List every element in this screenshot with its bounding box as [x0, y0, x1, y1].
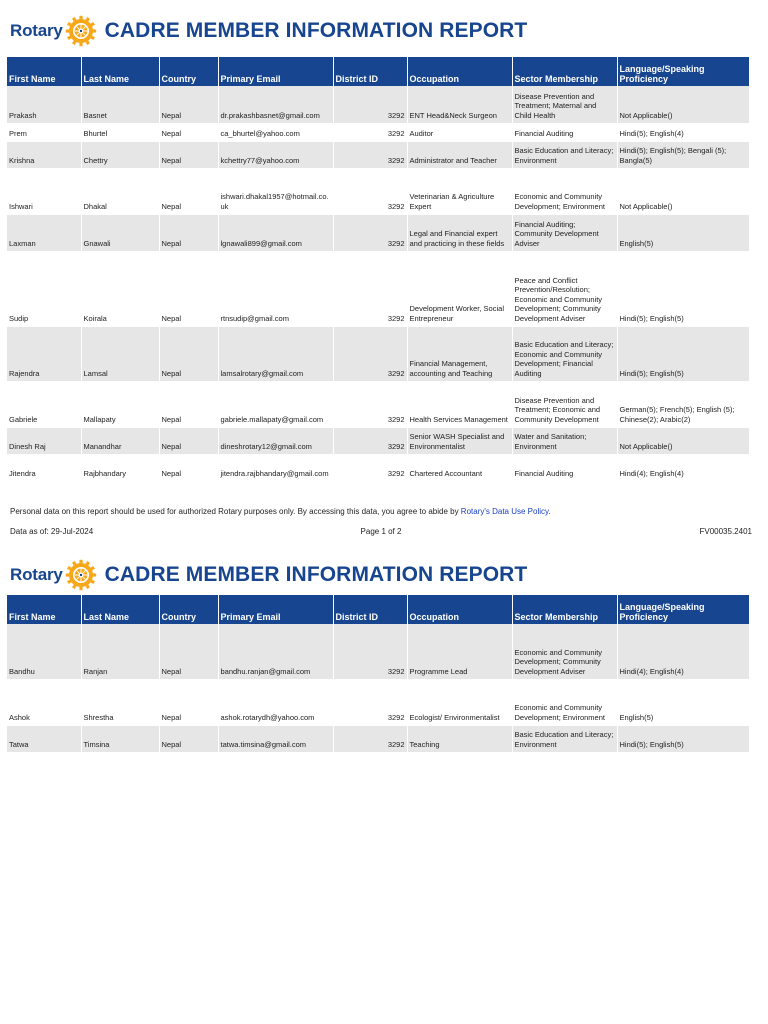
first-name-cell: Prem [7, 123, 81, 141]
language-cell: German(5); French(5); English (5); Chinese(2); Arabic(2) [617, 381, 749, 427]
district-cell: 3292 [333, 725, 407, 752]
brand-wordmark: Rotary [10, 565, 63, 584]
sector-cell: Economic and Community Development; Environment [512, 679, 617, 725]
language-cell: Hindi(4); English(4) [617, 624, 749, 679]
email-cell: ca_bhurtel@yahoo.com [218, 123, 333, 141]
first-name-cell: Dinesh Raj [7, 427, 81, 454]
table-header-row [7, 595, 749, 624]
column-header[interactable]: Language/Speaking Proficiency [617, 595, 749, 624]
sector-cell: Basic Education and Literacy; Environment [512, 141, 617, 168]
country-cell: Nepal [159, 141, 218, 168]
language-cell: Not Applicable() [617, 427, 749, 454]
column-header[interactable]: Primary Email [218, 57, 333, 86]
sector-cell: Disease Prevention and Treatment; Maternal and Child Health [512, 86, 617, 123]
table-row [7, 214, 749, 251]
table-row [7, 454, 749, 481]
column-header[interactable]: Last Name [81, 595, 159, 624]
report-title: CADRE MEMBER INFORMATION REPORT [104, 563, 528, 586]
sector-cell: Basic Education and Literacy; Environment [512, 725, 617, 752]
occupation-cell: Auditor [407, 123, 512, 141]
email-cell: rtnsudip@gmail.com [218, 251, 333, 326]
report-page-1 [0, 12, 768, 536]
last-name-cell: Basnet [81, 86, 159, 123]
language-cell: Not Applicable() [617, 168, 749, 214]
occupation-cell: Veterinarian & Agriculture Expert [407, 168, 512, 214]
occupation-cell: ENT Head&Neck Surgeon [407, 86, 512, 123]
sector-cell: Financial Auditing; Community Development Adviser [512, 214, 617, 251]
column-header[interactable]: District ID [333, 57, 407, 86]
last-name-cell: Mallapaty [81, 381, 159, 427]
occupation-cell: Programme Lead [407, 624, 512, 679]
language-cell: Not Applicable() [617, 86, 749, 123]
email-cell: tatwa.timsina@gmail.com [218, 725, 333, 752]
occupation-cell: Ecologist/ Environmentalist [407, 679, 512, 725]
first-name-cell: Bandhu [7, 624, 81, 679]
notice-text: Personal data on this report should be used for authorized Rotary purposes only. By accessing this data, you agree to abide by [10, 507, 461, 516]
first-name-cell: Ashok [7, 679, 81, 725]
first-name-cell: Laxman [7, 214, 81, 251]
email-cell: ishwari.dhakal1957@hotmail.co.uk [218, 168, 333, 214]
country-cell: Nepal [159, 214, 218, 251]
first-name-cell: Krishna [7, 141, 81, 168]
sector-cell: Disease Prevention and Treatment; Economic and Community Development [512, 381, 617, 427]
email-cell: dr.prakashbasnet@gmail.com [218, 86, 333, 123]
column-header[interactable]: District ID [333, 595, 407, 624]
occupation-cell: Health Services Management [407, 381, 512, 427]
email-cell: dineshrotary12@gmail.com [218, 427, 333, 454]
email-cell: lamsalrotary@gmail.com [218, 326, 333, 381]
column-header[interactable]: Primary Email [218, 595, 333, 624]
last-name-cell: Rajbhandary [81, 454, 159, 481]
last-name-cell: Bhurtel [81, 123, 159, 141]
language-cell: English(5) [617, 214, 749, 251]
first-name-cell: Tatwa [7, 725, 81, 752]
table-row [7, 624, 749, 679]
column-header[interactable]: Country [159, 595, 218, 624]
occupation-cell: Senior WASH Specialist and Environmentalist [407, 427, 512, 454]
language-cell: Hindi(5); English(5) [617, 251, 749, 326]
district-cell: 3292 [333, 168, 407, 214]
district-cell: 3292 [333, 381, 407, 427]
first-name-cell: Gabriele [7, 381, 81, 427]
data-use-notice [10, 507, 551, 516]
language-cell: Hindi(5); English(4) [617, 123, 749, 141]
last-name-cell: Lamsal [81, 326, 159, 381]
table-row [7, 381, 749, 427]
district-cell: 3292 [333, 624, 407, 679]
report-header [0, 556, 768, 594]
email-cell: lgnawali899@gmail.com [218, 214, 333, 251]
email-cell: gabriele.mallapaty@gmail.com [218, 381, 333, 427]
form-code: FV00035.2401 [699, 527, 752, 536]
country-cell: Nepal [159, 725, 218, 752]
email-cell: ashok.rotarydh@yahoo.com [218, 679, 333, 725]
sector-cell: Water and Sanitation; Environment [512, 427, 617, 454]
first-name-cell: Prakash [7, 86, 81, 123]
member-table [7, 595, 750, 753]
table-row [7, 427, 749, 454]
rotary-logo [10, 559, 105, 591]
column-header[interactable]: Occupation [407, 57, 512, 86]
table-row [7, 251, 749, 326]
page-number: Page 1 of 2 [360, 527, 402, 536]
language-cell: Hindi(5); English(5) [617, 326, 749, 381]
member-table [7, 57, 750, 482]
first-name-cell: Rajendra [7, 326, 81, 381]
first-name-cell: Jitendra [7, 454, 81, 481]
rotary-wheel-icon [65, 15, 97, 47]
data-use-policy-link[interactable]: Rotary's Data Use Policy [460, 507, 549, 516]
email-cell: bandhu.ranjan@gmail.com [218, 624, 333, 679]
district-cell: 3292 [333, 679, 407, 725]
district-cell: 3292 [333, 427, 407, 454]
district-cell: 3292 [333, 326, 407, 381]
table-row [7, 326, 749, 381]
first-name-cell: Sudip [7, 251, 81, 326]
language-cell: Hindi(4); English(4) [617, 454, 749, 481]
district-cell: 3292 [333, 86, 407, 123]
occupation-cell: Chartered Accountant [407, 454, 512, 481]
language-cell: Hindi(5); English(5) [617, 725, 749, 752]
column-header[interactable]: Sector Membership [512, 595, 617, 624]
column-header[interactable]: First Name [7, 57, 81, 86]
column-header[interactable]: Sector Membership [512, 57, 617, 86]
page-footer [10, 527, 752, 536]
report-header [0, 12, 768, 50]
first-name-cell: Ishwari [7, 168, 81, 214]
table-row [7, 679, 749, 725]
rotary-logo [10, 15, 105, 47]
sector-cell: Peace and Conflict Prevention/Resolution; Economic and Community Development; Community Development Adviser [512, 251, 617, 326]
table-row [7, 168, 749, 214]
country-cell: Nepal [159, 123, 218, 141]
occupation-cell: Development Worker, Social Entrepreneur [407, 251, 512, 326]
language-cell: Hindi(5); English(5); Bengali (5); Bangla(5) [617, 141, 749, 168]
last-name-cell: Chettry [81, 141, 159, 168]
column-header[interactable]: Last Name [81, 57, 159, 86]
country-cell: Nepal [159, 251, 218, 326]
column-header[interactable]: Occupation [407, 595, 512, 624]
sector-cell: Economic and Community Development; Environment [512, 168, 617, 214]
last-name-cell: Dhakal [81, 168, 159, 214]
country-cell: Nepal [159, 86, 218, 123]
column-header[interactable]: First Name [7, 595, 81, 624]
last-name-cell: Koirala [81, 251, 159, 326]
occupation-cell: Administrator and Teacher [407, 141, 512, 168]
email-cell: jitendra.rajbhandary@gmail.com [218, 454, 333, 481]
last-name-cell: Timsina [81, 725, 159, 752]
sector-cell: Financial Auditing [512, 454, 617, 481]
last-name-cell: Ranjan [81, 624, 159, 679]
country-cell: Nepal [159, 326, 218, 381]
country-cell: Nepal [159, 454, 218, 481]
sector-cell: Basic Education and Literacy; Economic and Community Development; Financial Auditing [512, 326, 617, 381]
country-cell: Nepal [159, 381, 218, 427]
district-cell: 3292 [333, 214, 407, 251]
rotary-wheel-icon [65, 559, 97, 591]
table-row [7, 123, 749, 141]
country-cell: Nepal [159, 624, 218, 679]
column-header[interactable]: Language/Speaking Proficiency [617, 57, 749, 86]
last-name-cell: Gnawali [81, 214, 159, 251]
email-cell: kchettry77@yahoo.com [218, 141, 333, 168]
brand-wordmark: Rotary [10, 21, 63, 40]
language-cell: English(5) [617, 679, 749, 725]
district-cell: 3292 [333, 251, 407, 326]
report-title: CADRE MEMBER INFORMATION REPORT [104, 19, 528, 42]
occupation-cell: Financial Management, accounting and Teaching [407, 326, 512, 381]
country-cell: Nepal [159, 427, 218, 454]
district-cell: 3292 [333, 454, 407, 481]
table-header-row [7, 57, 749, 86]
occupation-cell: Legal and Financial expert and practicing in these fields [407, 214, 512, 251]
table-row [7, 141, 749, 168]
country-cell: Nepal [159, 679, 218, 725]
table-row [7, 86, 749, 123]
report-page-2 [0, 556, 768, 749]
occupation-cell: Teaching [407, 725, 512, 752]
column-header[interactable]: Country [159, 57, 218, 86]
notice-end: . [548, 507, 551, 516]
sector-cell: Economic and Community Development; Community Development Adviser [512, 624, 617, 679]
sector-cell: Financial Auditing [512, 123, 617, 141]
last-name-cell: Manandhar [81, 427, 159, 454]
last-name-cell: Shrestha [81, 679, 159, 725]
district-cell: 3292 [333, 123, 407, 141]
data-as-of: Data as of: 29-Jul-2024 [10, 527, 94, 536]
district-cell: 3292 [333, 141, 407, 168]
country-cell: Nepal [159, 168, 218, 214]
table-row [7, 725, 749, 752]
